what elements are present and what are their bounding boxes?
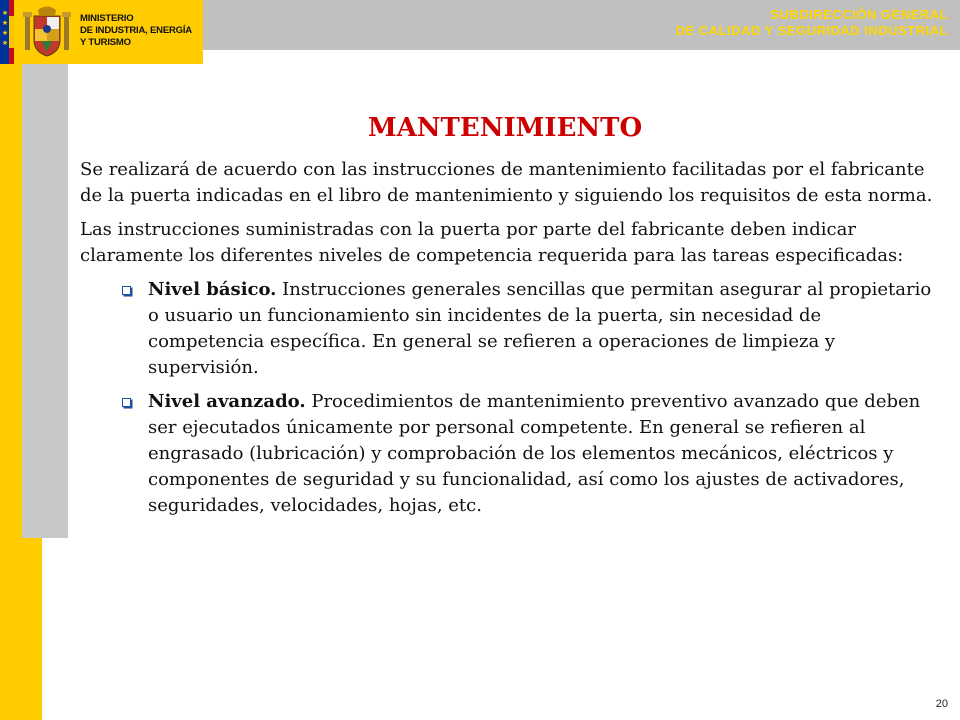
side-gray-panel <box>22 50 68 538</box>
list-item <box>80 277 940 381</box>
bullet-text: Instrucciones generales sencillas que permitan asegurar al propietario o usuario un funcionamiento sin incidentes de la puerta, sin necesidad de competencia específica. En general se refieren a operaciones de limpieza y supervisión. <box>148 279 932 378</box>
paragraph-intro: Se realizará de acuerdo con las instrucciones de mantenimiento facilitadas por el fabricante de la puerta indicadas en el libro de mantenimiento y siguiendo los requisitos de esta norma. <box>80 159 933 206</box>
paragraph-levels: Las instrucciones suministradas con la puerta por parte del fabricante deben indicar claramente los diferentes niveles de competencia requerida para las tareas especificadas: <box>80 219 904 266</box>
checkbox-bullet-icon <box>122 398 131 407</box>
ministry-logo <box>0 0 203 64</box>
competence-levels-list <box>80 277 940 519</box>
subdirectorate-header: SUBDIRECCIÓN GENERAL DE CALIDAD Y SEGURIDAD INDUSTRIAL <box>675 7 948 38</box>
checkbox-bullet-icon <box>122 286 131 295</box>
bullet-term: Nivel básico. <box>148 279 277 300</box>
list-item <box>80 389 940 519</box>
bullet-term: Nivel avanzado. <box>148 391 306 412</box>
slide-content <box>80 157 940 527</box>
ministry-name: MINISTERIO DE INDUSTRIA, ENERGÍA Y TURISMO <box>80 13 192 48</box>
coat-of-arms-icon <box>22 4 72 60</box>
bullet-text: Procedimientos de mantenimiento preventivo avanzado que deben ser ejecutados únicamente por personal competente. En general se refieren al engrasado (lubricación) y comprobación de los elementos mecánicos, eléctricos y componentes de seguridad y su funcionalidad, así como los ajustes de activadores, seguridades, velocidades, hojas, etc. <box>148 391 921 516</box>
eu-flag-icon: ★ ★ ★ ★ <box>0 0 14 64</box>
slide-title: MANTENIMIENTO <box>367 113 643 143</box>
page-number: 20 <box>935 698 948 710</box>
